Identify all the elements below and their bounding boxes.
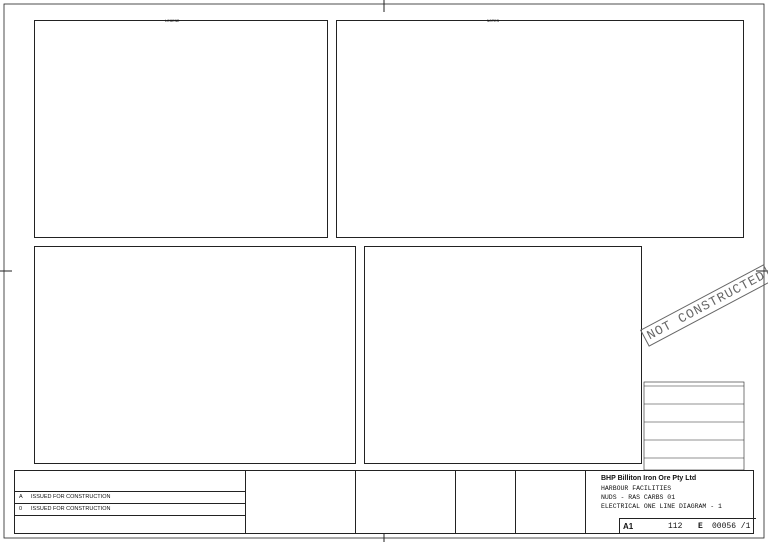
sld-panel-2 — [364, 246, 642, 464]
drawing-number-bar — [619, 518, 756, 534]
revision-row-1-description: ISSUED FOR CONSTRUCTION — [31, 494, 111, 500]
legend-panel — [34, 20, 328, 238]
drawing-number: 00056 /1 — [712, 522, 751, 531]
notes-title: NOTES — [487, 20, 500, 24]
box — [644, 382, 744, 470]
company-name: BHP Billiton Iron Ore Pty Ltd — [601, 475, 697, 482]
sheet-number: 112 — [668, 522, 683, 531]
notes-panel — [336, 20, 744, 238]
sld-panel-1 — [34, 246, 356, 464]
discipline-code: E — [698, 522, 703, 531]
title-block — [14, 470, 754, 534]
revision-row-2-description: ISSUED FOR CONSTRUCTION — [31, 506, 111, 512]
title-line-1: HARBOUR FACILITIES — [601, 485, 672, 492]
not-constructed-stamp: NOT CONSTRUCTED — [640, 264, 768, 347]
revision-row-2-rev: 0 — [19, 506, 23, 512]
sheet-size: A1 — [623, 522, 634, 531]
title-line-2: NUDS - RAS CARBS 01 — [601, 494, 676, 501]
revision-row-1-rev: A — [19, 494, 23, 500]
title-line-3: ELECTRICAL ONE LINE DIAGRAM - 1 — [601, 503, 722, 510]
legend-title: LEGEND — [165, 20, 180, 24]
